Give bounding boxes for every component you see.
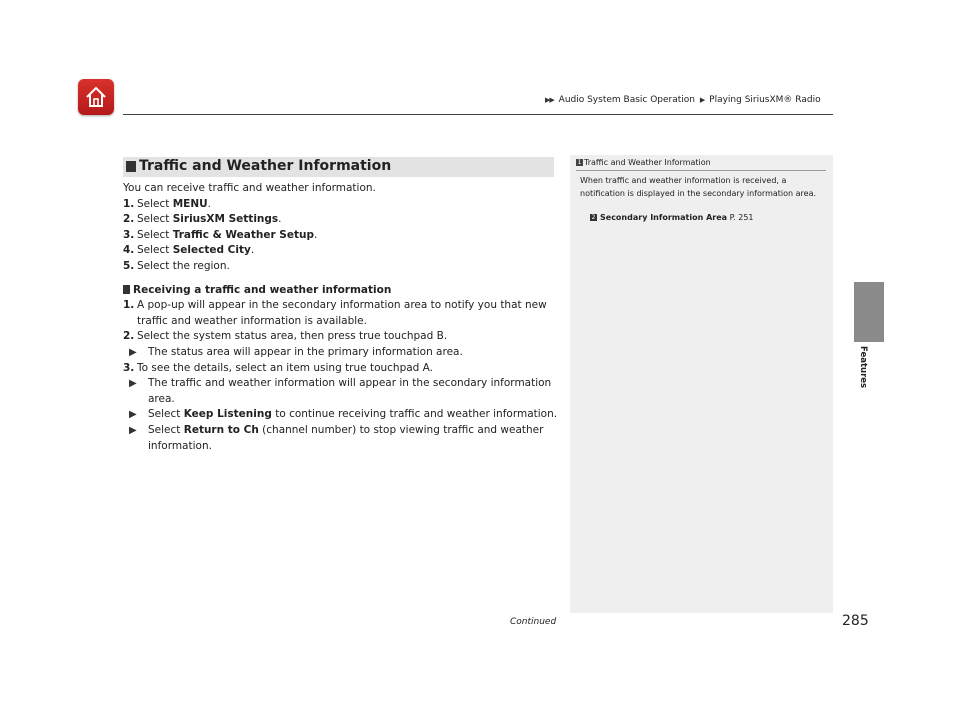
- breadcrumb-item-audio[interactable]: Audio System Basic Operation: [558, 95, 695, 105]
- breadcrumb-item-siriusxm[interactable]: Playing SiriusXM® Radio: [709, 95, 821, 105]
- sub-step-2: 2. Select the system status area, then press true touchpad B.: [123, 330, 448, 343]
- traffic-weather-setup-label: Traffic & Weather Setup: [172, 228, 314, 241]
- siriusxm-settings-label: SiriusXM Settings: [172, 213, 279, 226]
- step-5: 5. Select the region.: [123, 259, 230, 272]
- breadcrumb: [545, 95, 821, 105]
- note-heading: 1 Traffic and Weather Information: [577, 158, 711, 167]
- selected-city-label: Selected City: [172, 244, 251, 257]
- step-2: 2. Select SiriusXM Settings.: [123, 213, 282, 226]
- continued-label: Continued: [510, 617, 557, 627]
- sub-step-3: 3. To see the details, select an item using true touchpad A.: [123, 361, 434, 374]
- section-body: [123, 181, 563, 454]
- home-icon: [84, 85, 108, 109]
- sub-step-1: 1. A pop-up will appear in the secondary information area to notify you that new traffic and weather information is available.: [123, 299, 547, 327]
- note-number-icon: 1: [577, 159, 582, 166]
- bullet-item: ▶ The status area will appear in the primary information area.: [123, 345, 563, 361]
- note-divider: [576, 170, 826, 171]
- step-3: 3. Select Traffic & Weather Setup.: [123, 228, 318, 241]
- double-arrow-icon: ▶▶: [545, 96, 554, 104]
- bullet-item: ▶ Select Keep Listening to continue receiving traffic and weather information.: [123, 407, 563, 423]
- note-body: When traffic and weather information is received, a notification is displayed in the secondary information area.: [580, 176, 817, 198]
- keep-listening-label: Keep Listening: [183, 408, 272, 421]
- square-bullet-icon: [126, 161, 136, 172]
- header-rule: [123, 114, 833, 115]
- cross-reference-icon: 2: [591, 214, 596, 221]
- arrow-icon: ▶: [699, 96, 705, 104]
- section-title: Traffic and Weather Information: [139, 158, 392, 174]
- home-button[interactable]: [78, 79, 114, 115]
- bullet-item: ▶ Select Return to Ch (channel number) to stop viewing traffic and weather information.: [129, 423, 544, 452]
- section-title-bar: [123, 157, 554, 177]
- page-number: 285: [842, 613, 869, 629]
- triangle-bullet-icon: ▶: [129, 346, 137, 358]
- bullet-item: ▶ The traffic and weather information will appear in the secondary information area.: [129, 377, 552, 405]
- chapter-tab[interactable]: [854, 282, 884, 342]
- triangle-bullet-icon: ▶: [129, 424, 137, 436]
- intro-text: You can receive traffic and weather information.: [123, 182, 376, 194]
- triangle-bullet-icon: ▶: [129, 409, 137, 421]
- square-bullet-icon: [123, 285, 130, 294]
- menu-label: MENU: [172, 197, 208, 210]
- triangle-bullet-icon: ▶: [129, 378, 137, 390]
- subsection-heading: Receiving a traffic and weather information: [123, 283, 563, 299]
- step-4: 4. Select Selected City.: [123, 244, 255, 257]
- step-1: 1. Select MENU.: [123, 197, 212, 210]
- return-to-ch-label: Return to Ch: [183, 423, 259, 436]
- cross-reference-link[interactable]: 2 Secondary Information Area P. 251: [591, 213, 754, 222]
- chapter-tab-label: Features: [858, 346, 868, 389]
- side-note-panel: [570, 155, 833, 613]
